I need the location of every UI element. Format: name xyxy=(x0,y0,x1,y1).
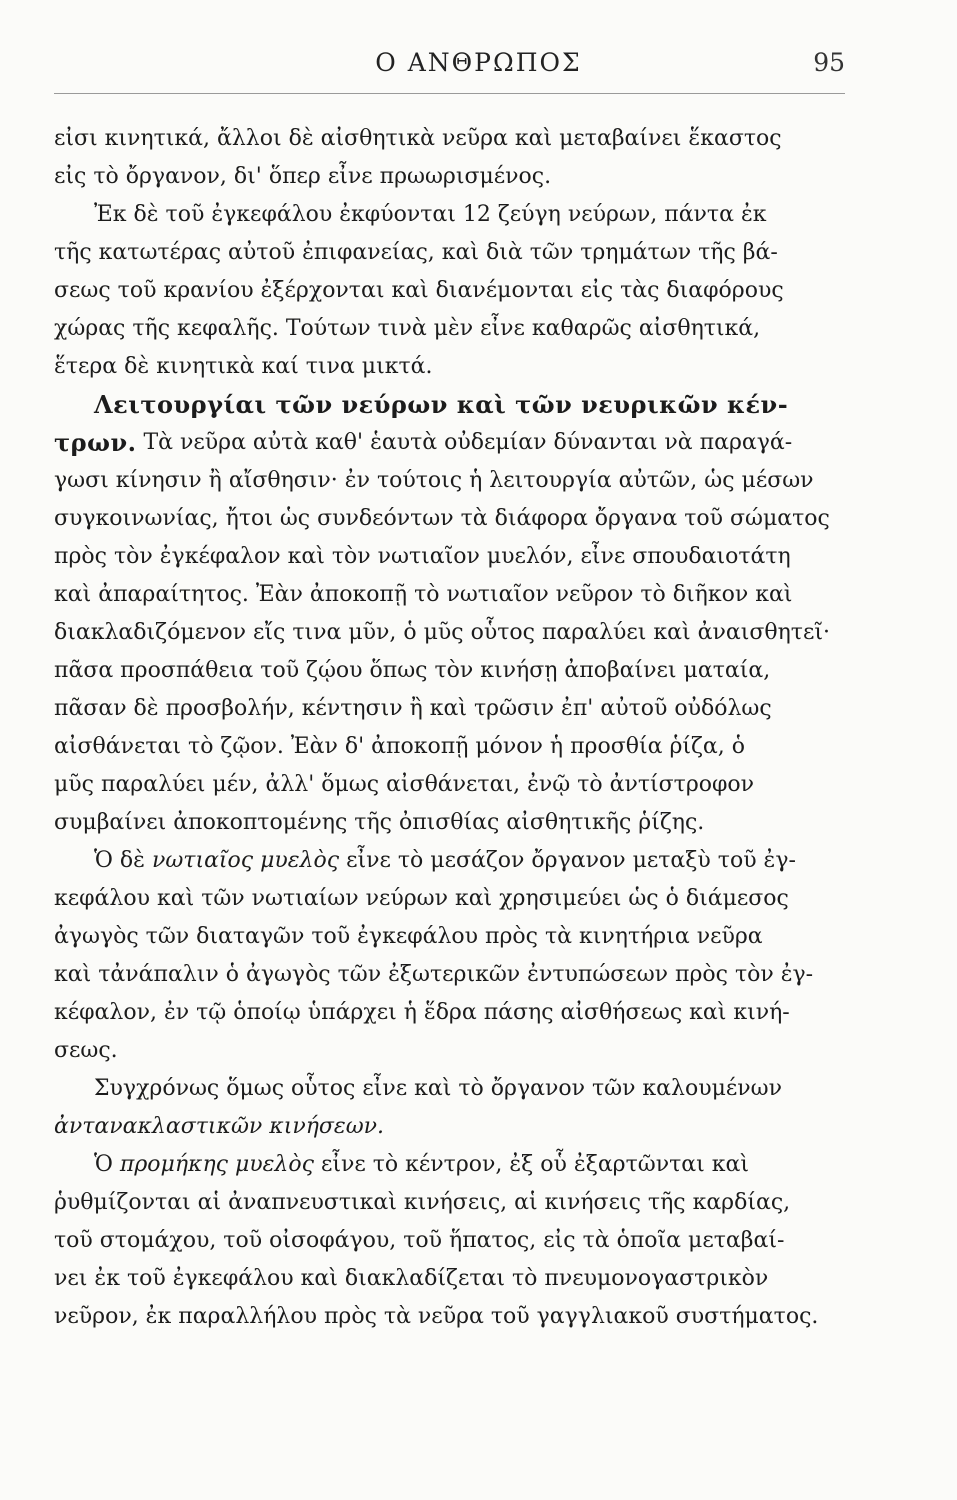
line-text: εἶνε τὸ κέντρον, ἐξ οὗ ἐξαρτῶνται καὶ xyxy=(320,1152,749,1177)
page-header xyxy=(0,48,957,88)
line-text: πᾶσαν δὲ προσβολήν, κέντησιν ἢ καὶ τρῶσιν ἐπ' αὐτοῦ οὐδόλως xyxy=(54,696,772,721)
line-text: νεῦρον, ἐκ παραλλήλου πρὸς τὰ νεῦρα τοῦ γαγγλιακοῦ συστήματος. xyxy=(54,1304,819,1329)
text-line xyxy=(54,576,844,614)
italic-term: προμήκης μυελὸς xyxy=(119,1152,314,1177)
page-number: 95 xyxy=(813,48,845,77)
text-line xyxy=(54,1222,844,1260)
line-text: καὶ ἀπαραίτητος. Ἐὰν ἀποκοπῇ τὸ νωτιαῖον νεῦρον τὸ διῆκον καὶ xyxy=(54,582,793,607)
text-line xyxy=(54,310,844,348)
text-line xyxy=(54,956,844,994)
text-line xyxy=(54,766,844,804)
text-line xyxy=(54,424,844,462)
line-text: πρὸς τὸν ἐγκέφαλον καὶ τὸν νωτιαῖον μυελόν, εἶνε σπουδαιοτάτη xyxy=(54,544,791,569)
header-rule xyxy=(54,93,845,94)
line-text: διακλαδιζόμενον εἴς τινα μῦν, ὁ μῦς οὗτος παραλύει καὶ ἀναισθητεῖ· xyxy=(54,620,830,645)
text-line xyxy=(54,1070,844,1108)
line-text: κέφαλον, ἐν τῷ ὁποίῳ ὑπάρχει ἡ ἕδρα πάσης αἰσθήσεως καὶ κινή- xyxy=(54,1000,790,1025)
line-text: ῥυθμίζονται αἱ ἀναπνευστικαὶ κινήσεις, αἱ κινήσεις τῆς καρδίας, xyxy=(54,1190,791,1215)
line-text: ἕτερα δὲ κινητικὰ καί τινα μικτά. xyxy=(54,354,433,379)
text-line xyxy=(54,158,844,196)
line-text: συγκοινωνίας, ἤτοι ὡς συνδεόντων τὰ διάφορα ὄργανα τοῦ σώματος xyxy=(54,506,830,531)
text-line xyxy=(54,1032,844,1070)
text-line xyxy=(54,918,844,956)
text-line xyxy=(54,652,844,690)
running-head: Ο ΑΝΘΡΩΠΟΣ xyxy=(375,48,582,77)
line-text: σεως. xyxy=(54,1038,118,1063)
text-line xyxy=(54,1260,844,1298)
text-line xyxy=(54,196,844,234)
text-line xyxy=(54,880,844,918)
text-line xyxy=(54,348,844,386)
text-line xyxy=(54,234,844,272)
line-text: χώρας τῆς κεφαλῆς. Τούτων τινὰ μὲν εἶνε καθαρῶς αἰσθητικά, xyxy=(54,316,761,341)
text-line xyxy=(54,462,844,500)
line-text: κεφάλου καὶ τῶν νωτιαίων νεύρων καὶ χρησιμεύει ὡς ὁ διάμεσος xyxy=(54,886,789,911)
line-text: εἰσι κινητικά, ἄλλοι δὲ αἰσθητικὰ νεῦρα καὶ μεταβαίνει ἕκαστος xyxy=(54,126,782,151)
text-line xyxy=(54,1108,844,1146)
line-text: σεως τοῦ κρανίου ἐξέρχονται καὶ διανέμονται εἰς τὰς διαφόρους xyxy=(54,278,784,303)
text-line xyxy=(54,690,844,728)
text-line xyxy=(54,272,844,310)
section-heading-line xyxy=(54,386,844,424)
line-text: νει ἐκ τοῦ ἐγκεφάλου καὶ διακλαδίζεται τὸ πνευμονογαστρικὸν xyxy=(54,1266,769,1291)
text-line xyxy=(54,500,844,538)
section-heading: Λειτουργίαι τῶν νεύρων καὶ τῶν νευρικῶν κέν- xyxy=(94,390,789,419)
line-text: Ὁ δὲ xyxy=(94,848,145,873)
section-heading-end: τρων. xyxy=(54,428,137,457)
line-text: Τὰ νεῦρα αὐτὰ καθ' ἑαυτὰ οὐδεμίαν δύνανται νὰ παραγά- xyxy=(143,430,793,455)
line-text: Συγχρόνως ὅμως οὗτος εἶνε καὶ τὸ ὄργανον τῶν καλουμένων xyxy=(94,1076,782,1101)
line-text: καὶ τἀνάπαλιν ὁ ἀγωγὸς τῶν ἐξωτερικῶν ἐντυπώσεων πρὸς τὸν ἐγ- xyxy=(54,962,814,987)
text-line xyxy=(54,1298,844,1336)
line-text: εἰς τὸ ὄργανον, δι' ὅπερ εἶνε πρωωρισμένος. xyxy=(54,164,552,189)
line-text: μῦς παραλύει μέν, ἀλλ' ὅμως αἰσθάνεται, ἐνῷ τὸ ἀντίστροφον xyxy=(54,772,755,797)
text-line xyxy=(54,120,844,158)
line-text: πᾶσα προσπάθεια τοῦ ζῴου ὅπως τὸν κινήσῃ ἀποβαίνει ματαία, xyxy=(54,658,771,683)
text-line xyxy=(54,804,844,842)
line-text: τῆς κατωτέρας αὐτοῦ ἐπιφανείας, καὶ διὰ τῶν τρημάτων τῆς βά- xyxy=(54,240,778,265)
line-text: αἰσθάνεται τὸ ζῷον. Ἐὰν δ' ἀποκοπῇ μόνον ἡ προσθία ῥίζα, ὁ xyxy=(54,734,746,759)
text-line xyxy=(54,614,844,652)
text-line xyxy=(54,1184,844,1222)
text-line xyxy=(54,842,844,880)
italic-term: νωτιαῖος μυελὸς xyxy=(151,848,340,873)
line-text: ἀγωγὸς τῶν διαταγῶν τοῦ ἐγκεφάλου πρὸς τὰ κινητήρια νεῦρα xyxy=(54,924,763,949)
text-line xyxy=(54,538,844,576)
text-line xyxy=(54,994,844,1032)
line-text: συμβαίνει ἀποκοπτομένης τῆς ὀπισθίας αἰσθητικῆς ῥίζης. xyxy=(54,810,705,835)
italic-term: ἀντανακλαστικῶν κινήσεων. xyxy=(54,1114,384,1139)
text-line xyxy=(54,1146,844,1184)
line-text: εἶνε τὸ μεσάζον ὄργανον μεταξὺ τοῦ ἐγ- xyxy=(346,848,796,873)
line-text: Ὁ xyxy=(94,1152,113,1177)
line-text: τοῦ στομάχου, τοῦ οἰσοφάγου, τοῦ ἥπατος, εἰς τὰ ὁποῖα μεταβαί- xyxy=(54,1228,785,1253)
text-line xyxy=(54,728,844,766)
line-text: Ἐκ δὲ τοῦ ἐγκεφάλου ἐκφύονται 12 ζεύγη νεύρων, πάντα ἐκ xyxy=(94,202,767,227)
body-text xyxy=(54,120,844,1336)
line-text: γωσι κίνησιν ἢ αἴσθησιν· ἐν τούτοις ἡ λειτουργία αὐτῶν, ὡς μέσων xyxy=(54,468,814,493)
